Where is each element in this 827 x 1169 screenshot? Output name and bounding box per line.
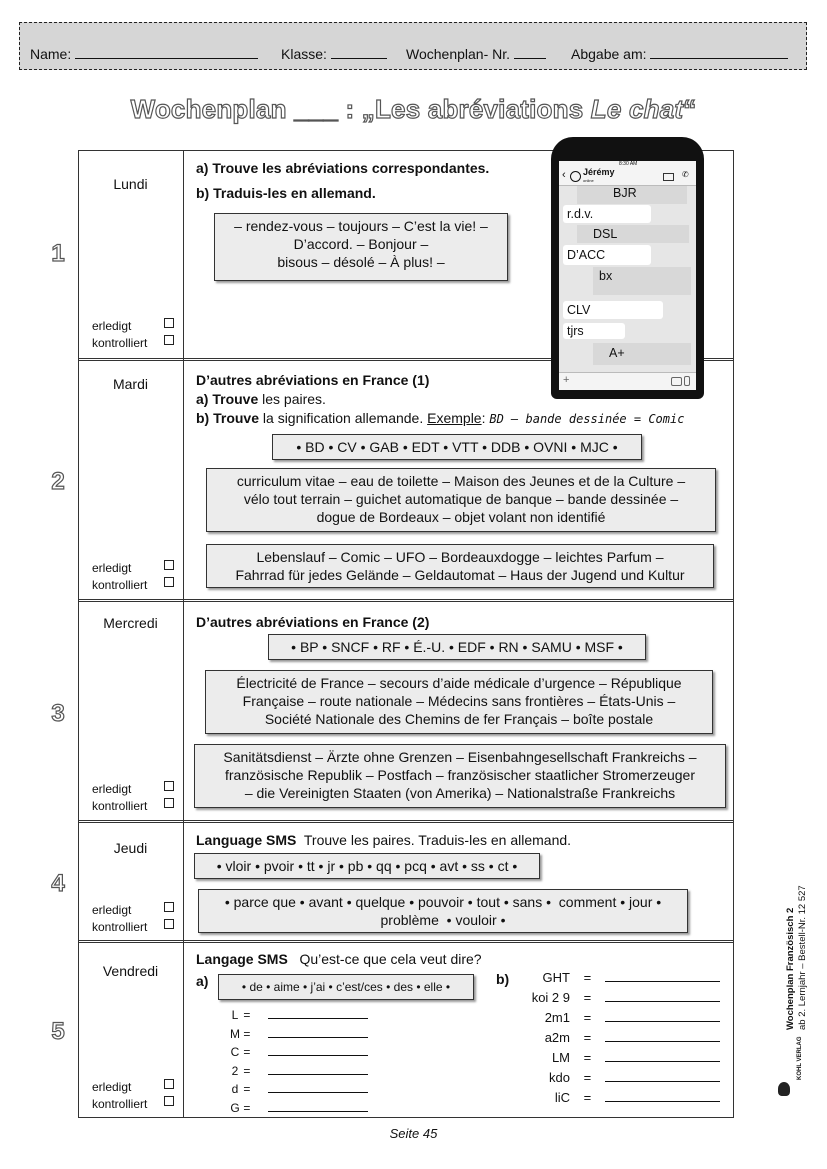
page-number: Seite 45: [389, 1126, 438, 1141]
section-heading: D’autres abréviations en France (2): [196, 614, 430, 630]
tree-icon: [778, 1082, 790, 1096]
plus-icon[interactable]: +: [563, 374, 570, 386]
answer-line[interactable]: [605, 1001, 720, 1002]
contact-status: online: [583, 178, 594, 183]
erledigt-checkbox[interactable]: [164, 560, 174, 570]
meaning-box: curriculum vitae – eau de toilette – Maison des Jeunes et de la Culture – vélo tout terrain – guichet automatique de banque – bande dessinée – dogue de Bordeaux – objet volant non identifié: [206, 468, 716, 532]
answer-row: a2m =: [520, 1030, 720, 1045]
message-bubble: BJR: [577, 186, 687, 204]
status-checkboxes: erledigt kontrolliert: [92, 902, 174, 936]
day-label: Jeudi: [113, 840, 148, 856]
kontrolliert-checkbox[interactable]: [164, 335, 174, 345]
answer-row: L =: [230, 1008, 368, 1022]
section-heading: Language SMS Trouve les paires. Traduis-les en allemand.: [196, 832, 572, 848]
abgabe-field[interactable]: Abgabe am:: [571, 44, 788, 62]
task-b: b) Traduis-les en allemand.: [196, 185, 376, 201]
message-bubble: DSL: [577, 225, 689, 243]
row-number: 4: [51, 870, 65, 897]
status-checkboxes: erledigt kontrolliert: [92, 781, 174, 815]
answer-row: 2 =: [230, 1064, 368, 1078]
meaning-box: Électricité de France – secours d’aide médicale d’urgence – République Française – route nationale – Médecins sans frontières – États-Unis – Société Nationale des Chemins de fer Français – boîte postale: [205, 670, 713, 734]
kontrolliert-checkbox[interactable]: [164, 1096, 174, 1106]
abbreviation-box: • BP • SNCF • RF • É.-U. • EDF • RN • SAMU • MSF •: [268, 634, 646, 660]
day-label: Lundi: [113, 176, 148, 192]
abbreviation-box: • BD • CV • GAB • EDT • VTT • DDB • OVNI • MJC •: [272, 434, 642, 460]
answer-row: d =: [230, 1082, 368, 1096]
page-title: Wochenplan ___ : „Les abréviations Le chat“: [130, 94, 697, 124]
status-checkboxes: erledigt kontrolliert: [92, 1079, 174, 1113]
contact-name: Jérémy: [583, 167, 615, 177]
phone-call-icon[interactable]: ✆: [682, 170, 689, 179]
answer-row: 2m1 =: [520, 1010, 720, 1025]
answer-row: M =: [230, 1027, 368, 1041]
back-chevron-icon[interactable]: ‹: [562, 169, 566, 181]
erledigt-checkbox[interactable]: [164, 902, 174, 912]
answer-line[interactable]: [605, 1081, 720, 1082]
row-divider: [78, 940, 734, 943]
answer-line[interactable]: [605, 981, 720, 982]
translation-box: Sanitätsdienst – Ärzte ohne Grenzen – Eisenbahngesellschaft Frankreichs – französische Republik – Postfach – französischer staatlicher Stromerzeuger – die Vereinigten Staaten (von Amerika) – Nationalstraße Frankreichs: [194, 744, 726, 808]
answer-line[interactable]: [605, 1101, 720, 1102]
video-call-icon[interactable]: [663, 173, 674, 181]
chat-screen: [559, 161, 696, 389]
microphone-icon[interactable]: [684, 376, 690, 386]
sms-box: • de • aime • j’ai • c’est/ces • des • elle •: [218, 974, 474, 1000]
answer-row: koi 2 9 =: [520, 990, 720, 1005]
erledigt-checkbox[interactable]: [164, 781, 174, 791]
camera-icon[interactable]: [671, 377, 682, 386]
word-box: – rendez-vous – toujours – C’est la vie! – D’accord. – Bonjour – bisous – désolé – À plus! –: [214, 213, 508, 281]
chat-header: [559, 167, 696, 186]
status-checkboxes: erledigt kontrolliert: [92, 560, 174, 594]
answer-line[interactable]: [268, 1092, 368, 1093]
answer-row: GHT =: [520, 970, 720, 985]
answer-line[interactable]: [268, 1037, 368, 1038]
message-bubble: D’ACC: [563, 245, 651, 265]
row-number: 3: [51, 700, 65, 727]
status-bar: 8:30 AM: [559, 161, 696, 167]
row-number: 2: [51, 468, 65, 495]
erledigt-checkbox[interactable]: [164, 1079, 174, 1089]
day-label: Mardi: [112, 376, 148, 392]
day-column-divider: [183, 150, 184, 1118]
answer-line[interactable]: [605, 1041, 720, 1042]
answer-line[interactable]: [605, 1061, 720, 1062]
message-bubble: bx: [593, 267, 691, 295]
erledigt-checkbox[interactable]: [164, 318, 174, 328]
status-checkboxes: erledigt kontrolliert: [92, 318, 174, 352]
publisher-logo: KOHL VERLAG: [777, 1040, 805, 1100]
message-bubble: CLV: [563, 301, 663, 319]
day-label: Vendredi: [102, 963, 159, 979]
sms-box: • vloir • pvoir • tt • jr • pb • qq • pcq • avt • ss • ct •: [194, 853, 540, 879]
answer-line[interactable]: [268, 1074, 368, 1075]
row-number: 1: [51, 240, 65, 267]
section-heading: D’autres abréviations en France (1): [196, 372, 430, 388]
answer-row: C =: [230, 1045, 368, 1059]
answer-row: LM =: [520, 1050, 720, 1065]
task-a: a) Trouve les paires.: [196, 391, 326, 407]
answer-line[interactable]: [605, 1021, 720, 1022]
answer-row: kdo =: [520, 1070, 720, 1085]
task-a-label: a): [196, 973, 209, 989]
kontrolliert-checkbox[interactable]: [164, 577, 174, 587]
klasse-field[interactable]: Klasse:: [281, 44, 387, 62]
name-field[interactable]: Name:: [30, 44, 258, 62]
row-divider: [78, 599, 734, 602]
day-label: Mercredi: [103, 615, 158, 631]
message-input-bar[interactable]: [559, 372, 696, 390]
words-box: • parce que • avant • quelque • pouvoir • tout • sans • comment • jour • problème • vouloir •: [198, 889, 688, 933]
message-bubble: r.d.v.: [563, 205, 651, 223]
answer-line[interactable]: [268, 1018, 368, 1019]
wochenplan-nr-field[interactable]: Wochenplan- Nr.: [406, 44, 546, 62]
message-bubble: tjrs: [563, 323, 625, 339]
avatar-icon: [570, 171, 581, 182]
task-b-label: b): [496, 971, 510, 987]
task-b: b) Trouve la signification allemande. Exemple: BD – bande dessinée = Comic: [196, 410, 685, 426]
row-divider: [78, 820, 734, 823]
row-number: 5: [51, 1018, 65, 1045]
kontrolliert-checkbox[interactable]: [164, 919, 174, 929]
answer-line[interactable]: [268, 1055, 368, 1056]
answer-row: liC =: [520, 1090, 720, 1105]
message-bubble: A+: [593, 343, 691, 365]
answer-row: G =: [230, 1101, 368, 1115]
answer-line[interactable]: [268, 1111, 368, 1112]
section-heading: Langage SMS Qu’est-ce que cela veut dire?: [196, 951, 482, 967]
translation-box: Lebenslauf – Comic – UFO – Bordeauxdogge – leichtes Parfum – Fahrrad für jedes Gelände – Geldautomat – Haus der Jugend und Kultur: [206, 544, 714, 588]
task-a: a) Trouve les abréviations correspondantes.: [196, 160, 490, 176]
kontrolliert-checkbox[interactable]: [164, 798, 174, 808]
